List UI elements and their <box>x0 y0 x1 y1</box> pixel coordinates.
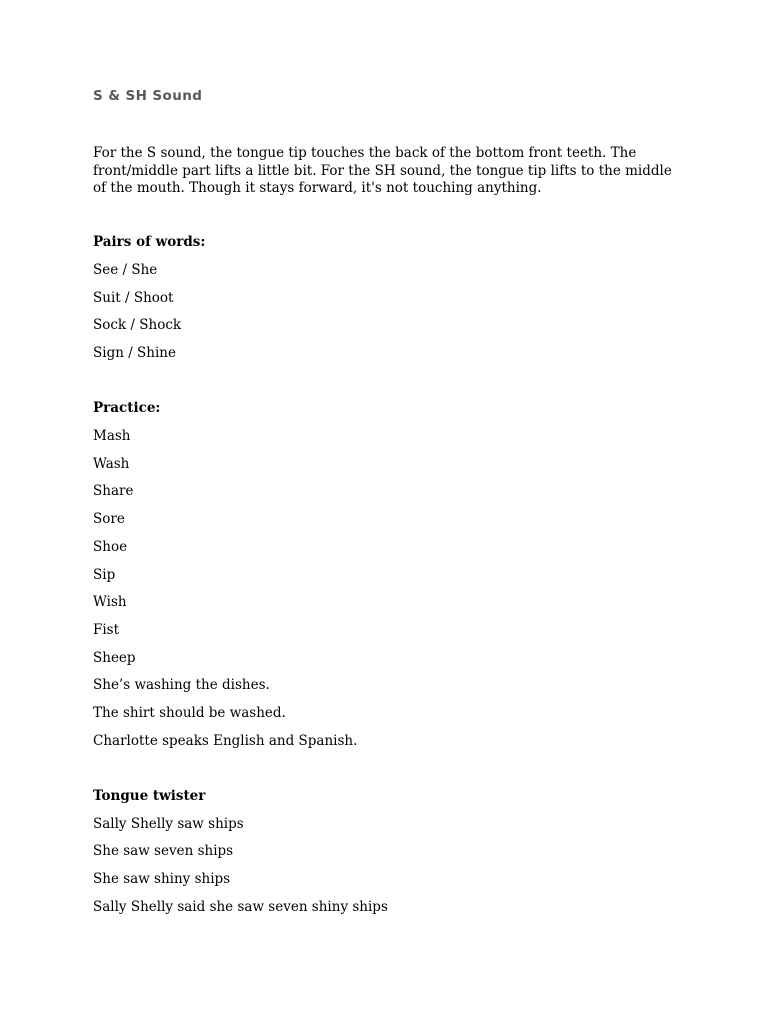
pair-item: See / She <box>93 262 158 278</box>
tongue-twister-line: Sally Shelly saw ships <box>93 816 244 832</box>
practice-item: Wish <box>93 594 127 610</box>
practice-item: Mash <box>93 428 131 444</box>
practice-item: Sip <box>93 567 116 583</box>
practice-sentence: She’s washing the dishes. <box>93 677 270 693</box>
pairs-heading: Pairs of words: <box>93 234 206 250</box>
practice-item: Sheep <box>93 650 136 666</box>
practice-item: Sore <box>93 511 125 527</box>
practice-item: Wash <box>93 456 130 472</box>
intro-line: front/middle part lifts a little bit. For the SH sound, the tongue tip lifts to the middle <box>93 162 672 179</box>
practice-item: Shoe <box>93 539 128 555</box>
pair-item: Sock / Shock <box>93 317 182 333</box>
practice-item: Fist <box>93 622 120 638</box>
intro-line: For the S sound, the tongue tip touches the back of the bottom front teeth. The <box>93 145 637 161</box>
practice-item: Share <box>93 483 134 499</box>
intro-line: of the mouth. Though it stays forward, it's not touching anything. <box>93 180 542 196</box>
document-title: S & SH Sound <box>93 88 203 104</box>
practice-sentence: Charlotte speaks English and Spanish. <box>93 733 358 749</box>
tongue-twister-line: Sally Shelly said she saw seven shiny ships <box>93 899 388 915</box>
practice-heading: Practice: <box>93 400 161 416</box>
pair-item: Sign / Shine <box>93 345 176 361</box>
tongue-twister-heading: Tongue twister <box>93 788 206 804</box>
intro-paragraph <box>93 145 683 198</box>
pair-item: Suit / Shoot <box>93 290 174 306</box>
practice-sentence: The shirt should be washed. <box>93 705 286 721</box>
tongue-twister-line: She saw shiny ships <box>93 871 231 887</box>
tongue-twister-line: She saw seven ships <box>93 843 234 859</box>
